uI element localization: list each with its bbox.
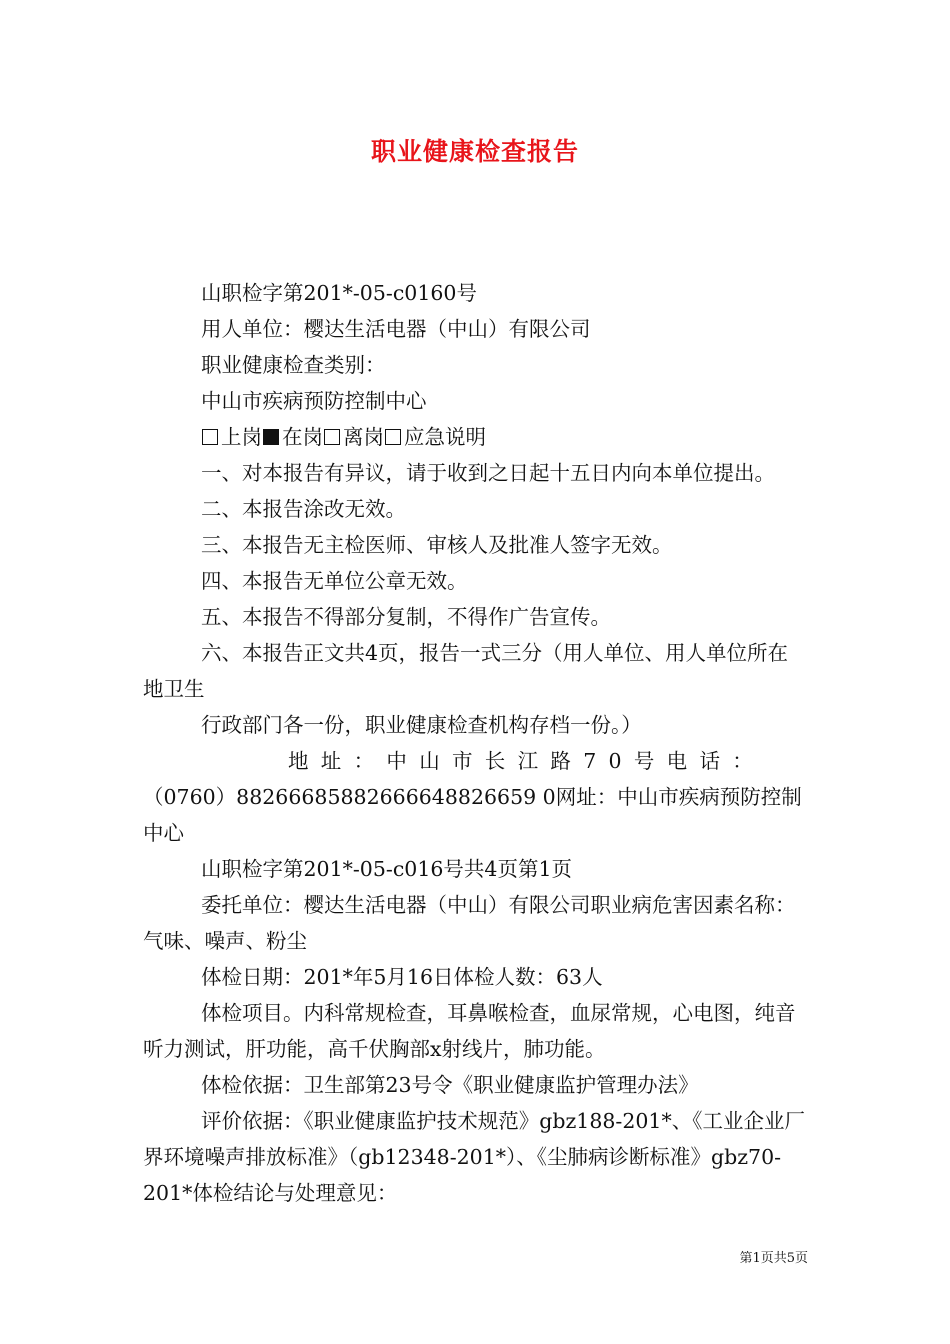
checkbox-icon	[202, 429, 218, 445]
option-label: 上岗	[221, 425, 262, 449]
note-6a: 六、本报告正文共4页，报告一式三分（用人单位、用人单位所在地卫生	[143, 641, 789, 701]
report-body	[143, 275, 808, 1211]
note-2: 二、本报告涂改无效。	[201, 497, 406, 521]
institution-line: 中山市疾病预防控制中心	[201, 389, 427, 413]
basis-line: 体检依据：卫生部第23号令《职业健康监护管理办法》	[201, 1073, 699, 1097]
note-6b: 行政部门各一份，职业健康检查机构存档一份。）	[201, 713, 642, 737]
checkbox-checked-icon	[263, 429, 279, 445]
employer-line: 用人单位：樱达生活电器（中山）有限公司	[201, 317, 591, 341]
note-1: 一、对本报告有异议，请于收到之日起十五日内向本单位提出。	[201, 461, 775, 485]
note-5: 五、本报告不得部分复制，不得作广告宣传。	[201, 605, 611, 629]
checkbox-icon	[385, 429, 401, 445]
category-label: 职业健康检查类别：	[201, 353, 386, 377]
page-footer: 第1页共5页	[739, 1251, 808, 1266]
address-line	[143, 743, 808, 851]
option-label: 在岗	[282, 425, 323, 449]
criteria-line: 评价依据：《职业健康监护技术规范》gbz188-201*、《工业企业厂界环境噪声排放标准》（gb12348-201*）、《尘肺病诊断标准》gbz70-201*体检结论与处理意见：	[143, 1109, 805, 1205]
note-4: 四、本报告无单位公章无效。	[201, 569, 468, 593]
exam-date: 体检日期：201*年5月16日体检人数：63人	[201, 965, 603, 989]
option-label: 离岗	[343, 425, 384, 449]
checkbox-icon	[324, 429, 340, 445]
option-label: 应急说明	[404, 425, 486, 449]
address-rest: （0760）88266685882666648826659 0网址：中山市疾病预防控制中心	[143, 785, 802, 845]
category-options	[143, 419, 808, 455]
exam-items: 体检项目。内科常规检查，耳鼻喉检查，血尿常规，心电图，纯音听力测试，肝功能，高千伏胸部x射线片，肺功能。	[143, 1001, 796, 1061]
doc-number: 山职检字第201*-05-c0160号	[201, 281, 477, 305]
client-line: 委托单位：樱达生活电器（中山）有限公司职业病危害因素名称：气味、噪声、粉尘	[143, 893, 796, 953]
note-3: 三、本报告无主检医师、审核人及批准人签字无效。	[201, 533, 673, 557]
doc-number-2: 山职检字第201*-05-c016号共4页第1页	[201, 857, 573, 881]
page-title: 职业健康检查报告	[370, 137, 579, 166]
address-spread: 地址：中山市长江路70号电话：	[288, 749, 766, 773]
